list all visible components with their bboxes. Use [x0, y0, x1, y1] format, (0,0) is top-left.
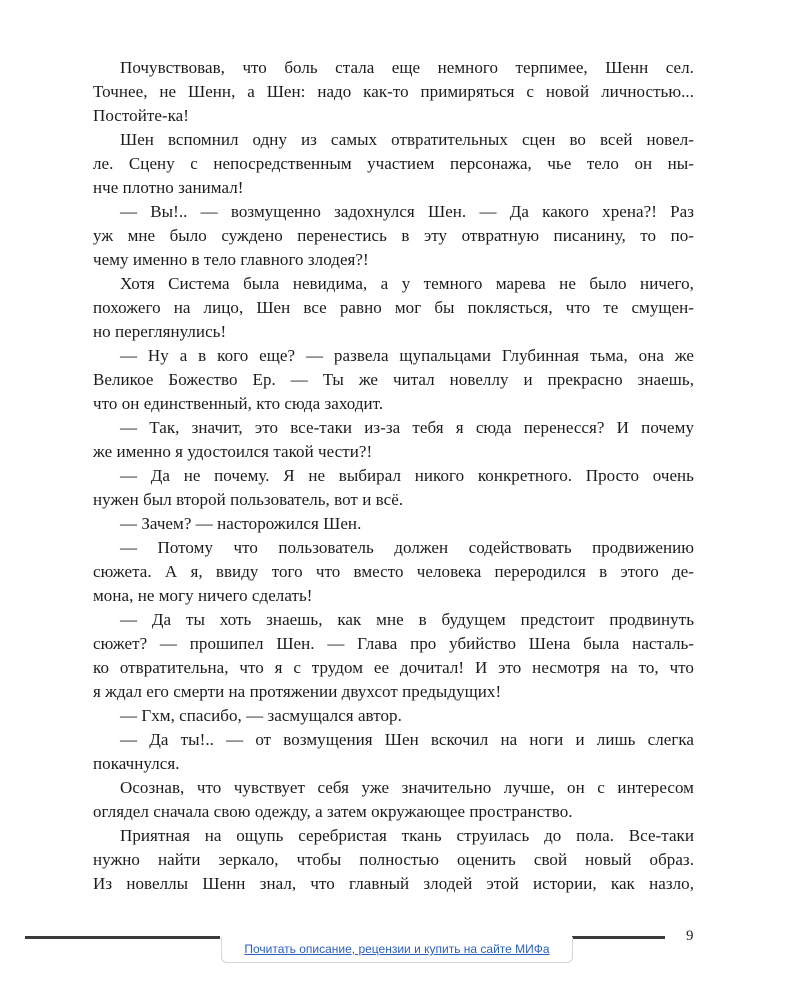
footer-link-box — [221, 937, 573, 963]
text-line: Хотя Система была невидима, а у темного марева не было ничего, — [120, 274, 694, 293]
paragraph — [93, 416, 694, 464]
text-line: я ждал его смерти на протяжении двухсот предыдущих! — [93, 682, 502, 701]
paragraph — [93, 536, 694, 608]
paragraph — [93, 512, 694, 536]
text-line: уж мне было суждено перенестись в эту отвратную писанину, то по- — [93, 226, 694, 245]
text-line: сюжета. А я, ввиду того что вместо человека переродился в этого де- — [93, 562, 694, 581]
paragraph — [93, 128, 694, 200]
text-line: Из новеллы Шенн знал, что главный злодей этой истории, как назло, — [93, 874, 694, 893]
buy-on-mif-link[interactable]: Почитать описание, рецензии и купить на сайте МИФа — [244, 942, 550, 956]
paragraph — [93, 704, 694, 728]
text-line: Шен вспомнил одну из самых отвратительных сцен во всей новел- — [120, 130, 694, 149]
paragraph — [93, 608, 694, 704]
text-line: нужен был второй пользователь, вот и всё. — [93, 490, 404, 509]
text-line: — Так, значит, это все-таки из-за тебя я сюда перенесся? И почему — [120, 418, 694, 437]
text-line: покачнулся. — [93, 754, 180, 773]
text-line: Великое Божество Ер. — Ты же читал новеллу и прекрасно знаешь, — [93, 370, 694, 389]
text-line: — Гхм, спасибо, — засмущался автор. — [120, 706, 402, 725]
footer-rule-right — [572, 936, 665, 939]
paragraph — [93, 824, 694, 896]
text-line: Осознав, что чувствует себя уже значительно лучше, он с интересом — [120, 778, 694, 797]
text-line: же именно я удостоился такой чести?! — [93, 442, 373, 461]
text-line: — Зачем? — насторожился Шен. — [120, 514, 362, 533]
text-line: оглядел сначала свою одежду, а затем окружающее пространство. — [93, 802, 573, 821]
text-line: нужно найти зеркало, чтобы полностью оценить свой новый образ. — [93, 850, 694, 869]
text-line: ко отвратительна, что я с трудом ее дочитал! И это несмотря на то, что — [93, 658, 694, 677]
paragraph — [93, 464, 694, 512]
text-line: — Да ты хоть знаешь, как мне в будущем предстоит продвинуть — [120, 610, 694, 629]
text-line: но переглянулись! — [93, 322, 227, 341]
text-line: — Потому что пользователь должен содействовать продвижению — [120, 538, 694, 557]
text-line: что он единственный, кто сюда заходит. — [93, 394, 384, 413]
paragraph — [93, 56, 694, 128]
footer-rule-left — [25, 936, 220, 939]
text-line: Почувствовав, что боль стала еще немного терпимее, Шенн сел. — [120, 58, 694, 77]
text-line: Постойте-ка! — [93, 106, 189, 125]
text-line: — Вы!.. — возмущенно задохнулся Шен. — Да какого хрена?! Раз — [120, 202, 694, 221]
text-line: — Да ты!.. — от возмущения Шен вскочил на ноги и лишь слегка — [120, 730, 694, 749]
text-line: — Ну а в кого еще? — развела щупальцами Глубинная тьма, она же — [120, 346, 694, 365]
paragraph — [93, 776, 694, 824]
paragraph — [93, 272, 694, 344]
text-line: Приятная на ощупь серебристая ткань струилась до пола. Все-таки — [120, 826, 694, 845]
paragraph — [93, 344, 694, 416]
paragraph — [93, 728, 694, 776]
text-line: мона, не могу ничего сделать! — [93, 586, 313, 605]
text-line: Точнее, не Шенн, а Шен: надо как-то примиряться с новой личностью... — [93, 82, 694, 101]
text-line: чему именно в тело главного злодея?! — [93, 250, 369, 269]
page-body — [93, 56, 694, 896]
text-line: ле. Сцену с непосредственным участием персонажа, чье тело он ны- — [93, 154, 694, 173]
paragraph — [93, 200, 694, 272]
text-line: — Да не почему. Я не выбирал никого конкретного. Просто очень — [120, 466, 694, 485]
text-line: нче плотно занимал! — [93, 178, 244, 197]
text-line: сюжет? — прошипел Шен. — Глава про убийство Шена была насталь- — [93, 634, 694, 653]
text-line: похожего на лицо, Шен все равно мог бы поклясться, что те смущен- — [93, 298, 694, 317]
page-number: 9 — [686, 928, 694, 944]
